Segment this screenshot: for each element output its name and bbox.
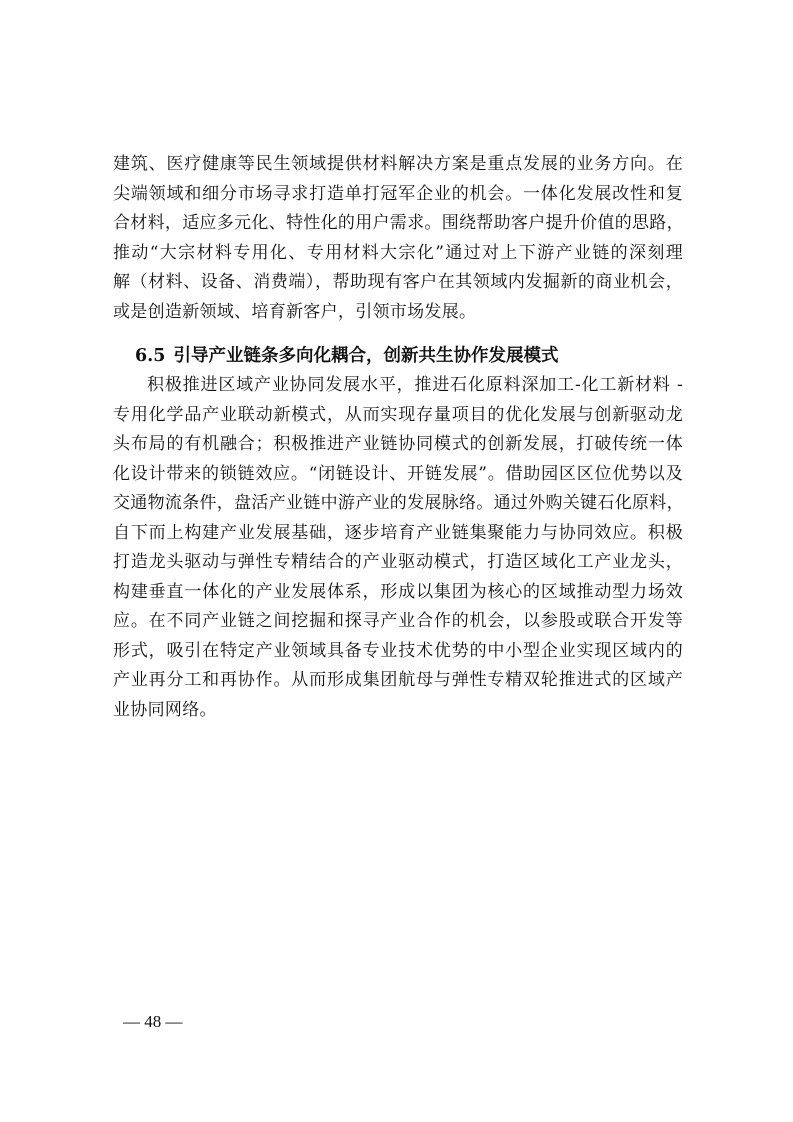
paragraph-continued [113, 150, 683, 327]
text-line: 产业再分工和再协作。从而形成集团航母与弹性专精双轮推进式的区域产 [113, 670, 683, 690]
text-line: 解（材料、设备、消费端），帮助现有客户在其领域内发掘新的商业机会， [113, 272, 683, 292]
text-line: 打造龙头驱动与弹性专精结合的产业驱动模式，打造区域化工产业龙头， [113, 552, 683, 572]
text-line: 业协同网络。 [113, 699, 217, 720]
text-line: 尖端领域和细分市场寻求打造单打冠军企业的机会。一体化发展改性和复 [113, 183, 683, 204]
section-number: 6.5 [135, 346, 166, 366]
text-line: 自下而上构建产业发展基础，逐步培育产业链集聚能力与协同效应。积极 [113, 522, 683, 543]
text-line: 构建垂直一体化的产业发展体系，形成以集团为核心的区域推动型力场效 [113, 581, 683, 602]
text-line: 应。在不同产业链之间挖掘和探寻产业合作的机会，以参股或联合开发等 [113, 611, 683, 631]
text-line: 合材料，适应多元化、特性化的用户需求。围绕帮助客户提升价值的思路， [113, 213, 684, 233]
section-title: 引导产业链条多向化耦合，创新共生协作发展模式 [173, 346, 559, 366]
text-line: 形式，吸引在特定产业领域具备专业技术优势的中小型企业实现区域内的 [113, 640, 683, 661]
page-content [113, 150, 683, 725]
page-number: — 48 — [123, 1012, 183, 1031]
text-line: 交通物流条件，盘活产业链中游产业的发展脉络。通过外购关键石化原料， [113, 493, 684, 513]
text-line: 专用化学品产业联动新模式，从而实现存量项目的优化发展与创新驱动龙 [113, 404, 683, 425]
text-line: 头布局的有机融合；积极推进产业链协同模式的创新发展，打破传统一体 [113, 434, 683, 454]
text-line: 建筑、医疗健康等民生领域提供材料解决方案是重点发展的业务方向。在 [113, 154, 683, 174]
text-line: 推动“大宗材料专用化、专用材料大宗化”通过对上下游产业链的深刻理 [113, 242, 683, 263]
paragraph-section-body [113, 371, 683, 725]
text-line: 化设计带来的锁链效应。“闭链设计、开链发展”。借助园区区位优势以及 [113, 463, 683, 484]
section-heading [135, 341, 683, 371]
text-line: 积极推进区域产业协同发展水平，推进石化原料深加工-化工新材料 - [147, 375, 683, 395]
text-line: 或是创造新领域、培育新客户，引领市场发展。 [113, 301, 477, 322]
